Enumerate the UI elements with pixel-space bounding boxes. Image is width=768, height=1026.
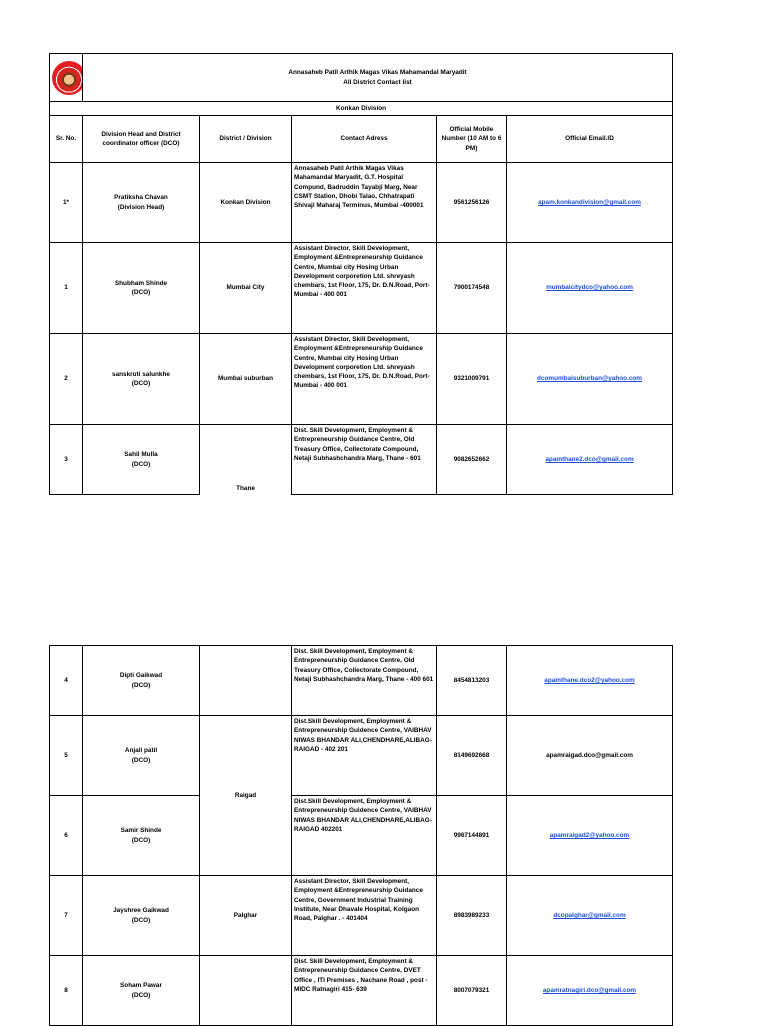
- officer-cell: [83, 243, 200, 334]
- officer-cell: [83, 796, 200, 876]
- sr-cell: 6: [50, 796, 83, 876]
- officer-cell: [83, 876, 200, 956]
- officer-role: (DCO): [131, 289, 151, 296]
- division-title: Konkan Division: [50, 102, 673, 116]
- address-cell: Annasaheb Patil Arthik Magas Vikas Mahamandal Maryadit, G.T. Hospital Compund, Badruddin Tayabji Marg, Near CSMT Station, Dhobi Talao, Chhatrapati Shivaji Maharaj Terminus, Mumbai -400001: [292, 163, 437, 243]
- officer-name: Pratiksha Chavan: [114, 194, 168, 202]
- mobile-cell: 8149692668: [437, 716, 507, 796]
- email-link[interactable]: apamthane2.dco@gmail.com: [507, 425, 673, 495]
- sr-cell: 1: [50, 243, 83, 334]
- officer-name: Dipti Gaikwad: [119, 672, 163, 680]
- address-cell: Dist. Skill Development, Employment & Entrepreneurship Guidance Centre, Old Treasury Office, Collectorate Compound, Netaji Subhashchandra Marg, Thane - 400 601: [292, 646, 437, 716]
- table-row: [50, 163, 673, 243]
- address-cell: Dist.Skill Development, Employment & Entrepreneurship Guidence Centre, VAIBHAV NIWAS BHANDAR ALI,CHENDHARE,ALIBAG-RAIGAD 402201: [292, 796, 437, 876]
- email-link[interactable]: dcomumbaisuburban@yahoo.com: [507, 334, 673, 425]
- officer-role: (DCO): [131, 991, 151, 999]
- officer-name: Samir Shinde: [120, 827, 162, 835]
- officer-name: Shubham Shinde: [114, 279, 168, 287]
- officer-cell: [83, 646, 200, 716]
- org-title: [83, 54, 673, 102]
- sr-cell: 5: [50, 716, 83, 796]
- district-cell: Raigad: [200, 716, 292, 876]
- sr-cell: 3: [50, 425, 83, 495]
- officer-role: (DCO): [131, 681, 151, 689]
- email-link[interactable]: apam.konkandivision@gmail.com: [507, 163, 673, 243]
- mobile-cell: 9967144891: [437, 796, 507, 876]
- col-header-district: District / Division: [200, 116, 292, 163]
- header-row: [50, 116, 673, 163]
- sr-cell: 4: [50, 646, 83, 716]
- table-row: [50, 243, 673, 334]
- district-cell: Mumbai City: [200, 243, 292, 334]
- email-link[interactable]: dcopalghar@gmail.com: [507, 876, 673, 956]
- officer-cell: [83, 956, 200, 1026]
- address-cell: Dist. Skill Development, Employment & Entrepreneurship Guidance Centre, DVET Office , ITI Premises , Nachane Road , post - MIDC Ratnagiri 415- 639: [292, 956, 437, 1026]
- district-cell: Thane: [200, 425, 292, 495]
- officer-cell: [83, 425, 200, 495]
- mobile-cell: 8007079321: [437, 956, 507, 1026]
- col-header-address: Contact Adress: [292, 116, 437, 163]
- email-link[interactable]: mumbaicitydco@yahoo.com: [507, 243, 673, 334]
- address-cell: Dist.Skill Development, Employment & Entrepreneurship Guidence Centre, VAIBHAV NIWAS BHANDAR ALI,CHENDHARE,ALIBAG-RAIGAD - 402 201: [292, 716, 437, 796]
- mobile-cell: 8454813203: [437, 646, 507, 716]
- district-cell: [200, 646, 292, 716]
- address-cell: Assistant Director, Skill Development, Employment &Entrepreneurship Guidance Centre, Government Industrial Training Institute, Near Dhavale Hospital, Kolgaon Road, Palghar . - 401404: [292, 876, 437, 956]
- contact-table-page-2: [49, 645, 672, 1026]
- table-row: [50, 716, 673, 796]
- logo-emblem-icon: [52, 61, 83, 95]
- list-title: All District Contact list: [343, 78, 412, 86]
- col-header-sr: Sr. No.: [50, 116, 83, 163]
- org-logo: [50, 54, 83, 102]
- officer-name: Jayshree Gaikwad: [113, 907, 169, 915]
- officer-cell: [83, 716, 200, 796]
- contact-table-page-1: [49, 53, 672, 495]
- sr-cell: 1*: [50, 163, 83, 243]
- contact-table-bottom: [49, 645, 673, 1026]
- contact-table-top: [49, 53, 673, 495]
- col-header-email: Official Email.ID: [507, 116, 673, 163]
- officer-role: (DCO): [131, 916, 151, 924]
- table-row: [50, 646, 673, 716]
- table-row: [50, 425, 673, 495]
- officer-cell: [83, 334, 200, 425]
- officer-role: (DCO): [131, 380, 151, 387]
- email-link[interactable]: apamraigad.dco@gmail.com: [507, 716, 673, 796]
- email-link[interactable]: apamthane.dco2@yahoo.com: [507, 646, 673, 716]
- officer-name: Soham Pawar: [120, 982, 162, 990]
- col-header-mobile: Official Mobile Number (10 AM to 6 PM): [437, 116, 507, 163]
- district-cell: [200, 956, 292, 1026]
- officer-name: sanskruti salunkhe: [112, 370, 170, 378]
- address-cell: Assistant Director, Skill Development, Employment &Entrepreneurship Guidance Centre, Mumbai city Hosing Urban Development corporetion Ltd. shreyash chembars, 1st Floor, 175, Dr. D.N.Road, Port- Mumbai - 400 001: [292, 334, 437, 425]
- address-cell: Dist. Skill Development, Employment & Entrepreneurship Guidance Centre, Old Treasury Office, Collectorate Compound, Netaji Subhashchandra Marg, Thane - 601: [292, 425, 437, 495]
- org-name: Annasaheb Patil Arthik Magas Vikas Mahamandal Maryadit: [288, 68, 467, 76]
- district-cell: Konkan Division: [200, 163, 292, 243]
- table-row: [50, 334, 673, 425]
- col-header-officer: Division Head and District coordinator officer (DCO): [83, 116, 200, 163]
- officer-role: (Division Head): [117, 203, 165, 211]
- sr-cell: 7: [50, 876, 83, 956]
- mobile-cell: 8983989233: [437, 876, 507, 956]
- officer-role: (DCO): [131, 836, 151, 844]
- district-cell: Palghar: [200, 876, 292, 956]
- district-cell: Mumbai suburban: [200, 334, 292, 425]
- officer-name: Anjali patil: [124, 747, 158, 755]
- officer-role: (DCO): [131, 756, 151, 764]
- officer-role: (DCO): [131, 460, 151, 468]
- sr-cell: 2: [50, 334, 83, 425]
- officer-name: Sahil Mulla: [124, 451, 158, 459]
- table-row: [50, 796, 673, 876]
- address-cell: Assistant Director, Skill Development, Employment &Entrepreneurship Guidance Centre, Mumbai city Hosing Urban Development corporetion Ltd. shreyash chembars, 1st Floor, 175, Dr. D.N.Road, Port- Mumbai - 400 001: [292, 243, 437, 334]
- mobile-cell: 9082652662: [437, 425, 507, 495]
- mobile-cell: 7900174548: [437, 243, 507, 334]
- email-link[interactable]: apamratnagiri.dco@gmail.com: [507, 956, 673, 1026]
- sr-cell: 8: [50, 956, 83, 1026]
- officer-cell: [83, 163, 200, 243]
- email-link[interactable]: apamraigad2@yahoo.com: [507, 796, 673, 876]
- table-row: [50, 956, 673, 1026]
- mobile-cell: 9561256126: [437, 163, 507, 243]
- mobile-cell: 9321009791: [437, 334, 507, 425]
- table-row: [50, 876, 673, 956]
